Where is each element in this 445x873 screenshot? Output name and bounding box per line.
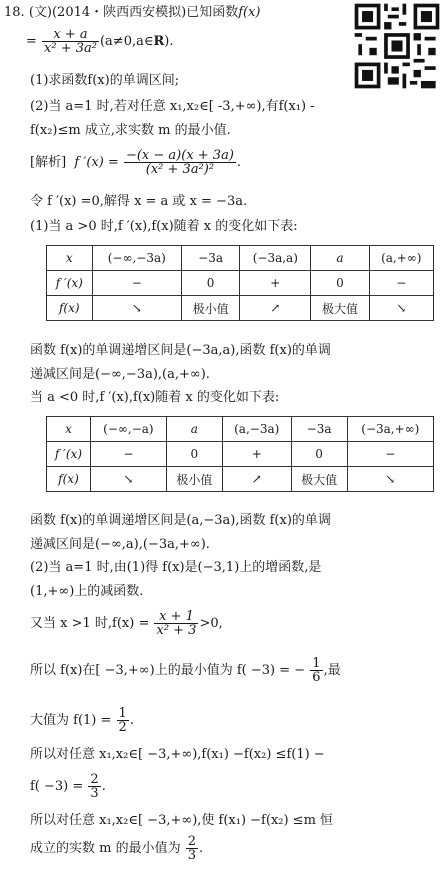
condition: (a≠0,a∈	[99, 34, 154, 49]
table-cell: +	[222, 442, 291, 467]
text-segment: 又当 x >1 时,f(x) =	[30, 616, 150, 631]
table-cell: −	[347, 442, 433, 467]
part2-line-5	[30, 706, 134, 736]
fraction-denominator: 2	[118, 720, 127, 735]
problem-line-1	[4, 4, 261, 22]
table-cell: (a,−3a)	[222, 417, 291, 442]
table-cell: f ′(x)	[47, 271, 93, 296]
fraction	[310, 657, 322, 684]
text-segment: >0,	[199, 616, 223, 631]
fraction-numerator: 1	[312, 656, 321, 671]
fraction-denominator: x² + 3	[156, 623, 197, 638]
decrease-arrow: ↘	[347, 467, 433, 492]
derivative-fraction	[124, 149, 236, 176]
condition-end: ).	[164, 34, 174, 49]
function-name: f(x)	[238, 5, 261, 20]
function-fraction	[42, 28, 99, 55]
part2-line-1: (2)当 a=1 时,由(1)得 f(x)是(−3,1)上的增函数,是	[30, 560, 322, 575]
fraction	[186, 835, 198, 862]
decrease-arrow: ↘	[369, 296, 433, 321]
fraction-numerator: x + a	[42, 28, 99, 42]
table-cell: −	[369, 271, 433, 296]
text-segment: 大值为 f(1) =	[30, 713, 112, 728]
table-cell: 0	[311, 271, 369, 296]
equals-sign: =	[26, 34, 37, 49]
text-segment: .	[199, 841, 204, 856]
table-cell: a	[311, 246, 369, 271]
derivative-lead: f ′(x) =	[74, 155, 119, 170]
table-row	[47, 271, 434, 296]
table-cell: x	[47, 417, 91, 442]
part2-line-2: (1,+∞)上的减函数.	[30, 584, 144, 599]
part2-line-6: 所以对任意 x₁,x₂∈[ −3,+∞),f(x₁) −f(x₂) ≤f(1) −	[30, 747, 325, 762]
case2-table	[46, 416, 434, 492]
derivative-end: .	[236, 155, 242, 170]
increase-arrow: ↗	[222, 467, 291, 492]
table-cell: f(x)	[47, 467, 91, 492]
fraction	[88, 773, 100, 800]
fraction-denominator: x² + 3a²	[44, 41, 97, 56]
decrease-arrow: ↘	[90, 467, 166, 492]
fraction	[117, 707, 129, 734]
table-cell: (−∞,−3a)	[92, 246, 181, 271]
real-set-symbol: R	[153, 34, 165, 49]
table-cell: 0	[182, 271, 240, 296]
table-row	[47, 417, 434, 442]
fraction-denominator: 3	[187, 848, 197, 863]
fraction-numerator: x + 1	[154, 610, 198, 624]
fraction-numerator: 1	[118, 706, 127, 721]
case1-table	[46, 245, 434, 321]
part2-line-4	[30, 656, 341, 686]
table-cell: (a,+∞)	[369, 246, 433, 271]
fraction-denominator: 6	[312, 670, 321, 685]
case1-intro: (1)当 a >0 时,f ′(x),f(x)随着 x 的变化如下表:	[30, 219, 298, 234]
table-row	[47, 296, 434, 321]
text-segment: 所以 f(x)在[ −3,+∞)上的最小值为 f( −3) = −	[30, 663, 306, 678]
text-segment: .	[129, 713, 134, 728]
table-cell: a	[166, 417, 222, 442]
problem-number: 18.	[4, 5, 25, 20]
table-row	[47, 467, 434, 492]
part2-line-7	[30, 772, 106, 802]
qr-code-icon	[351, 0, 443, 92]
table-cell: −3a	[291, 417, 347, 442]
table-cell: −	[90, 442, 166, 467]
case2-conclusion-1: 函数 f(x)的单调递增区间是(a,−3a),函数 f(x)的单调	[30, 513, 331, 528]
derivative-numerator: −(x − a)(x + 3a)	[125, 148, 234, 163]
part2-line-9	[30, 834, 203, 864]
fraction-numerator: 2	[187, 834, 197, 849]
text-segment: f( −3) =	[30, 779, 84, 794]
table-cell: 极大值	[291, 467, 347, 492]
zero-line: 令 f ′(x) =0,解得 x = a 或 x = −3a.	[30, 194, 248, 209]
table-cell: −3a	[182, 246, 240, 271]
table-cell: 极小值	[166, 467, 222, 492]
table-row	[47, 246, 434, 271]
increase-arrow: ↗	[240, 296, 311, 321]
table-cell: −	[92, 271, 181, 296]
table-cell: f(x)	[47, 296, 93, 321]
question-1: (1)求函数f(x)的单调区间;	[30, 73, 180, 88]
table-cell: x	[47, 246, 93, 271]
question-2-line-1: (2)当 a=1 时,若对任意 x₁,x₂∈[ -3,+∞),有f(x₁) -	[30, 99, 315, 114]
case2-intro: 当 a <0 时,f ′(x),f(x)随着 x 的变化如下表:	[30, 390, 280, 405]
table-cell: 0	[166, 442, 222, 467]
case1-conclusion-1: 函数 f(x)的单调递增区间是(−3a,a),函数 f(x)的单调	[30, 343, 331, 358]
derivative-denominator: (x² + 3a²)²	[145, 162, 215, 177]
text-segment: 成立的实数 m 的最小值为	[30, 841, 181, 856]
table-cell: 极大值	[311, 296, 369, 321]
table-cell: +	[240, 271, 311, 296]
problem-line-2	[26, 28, 174, 56]
table-cell: f ′(x)	[47, 442, 91, 467]
part2-line-8: 所以对任意 x₁,x₂∈[ −3,+∞),使 f(x₁) −f(x₂) ≤m 恒	[30, 813, 334, 828]
table-cell: (−∞,−a)	[90, 417, 166, 442]
table-cell: (−3a,a)	[240, 246, 311, 271]
case2-conclusion-2: 递减区间是(−∞,a),(−3a,+∞).	[30, 537, 210, 552]
text-segment: .	[101, 779, 106, 794]
fraction-denominator: 3	[90, 786, 99, 801]
question-2-line-2: f(x₂)≤m 成立,求实数 m 的最小值.	[30, 123, 231, 138]
table-row	[47, 442, 434, 467]
analysis-label: [解析]	[30, 155, 67, 170]
part2-line-3	[30, 609, 223, 639]
table-cell: 0	[291, 442, 347, 467]
derivative-line	[30, 148, 241, 178]
table-cell: (−3a,+∞)	[347, 417, 433, 442]
fraction-numerator: 2	[90, 772, 99, 787]
decrease-arrow: ↘	[92, 296, 181, 321]
fraction	[154, 610, 198, 637]
case1-conclusion-2: 递减区间是(−∞,−3a),(a,+∞).	[30, 367, 210, 382]
problem-tag: (文)(2014・陕西西安模拟)已知函数	[28, 5, 239, 20]
text-segment: ,最	[323, 663, 341, 678]
table-cell: 极小值	[182, 296, 240, 321]
